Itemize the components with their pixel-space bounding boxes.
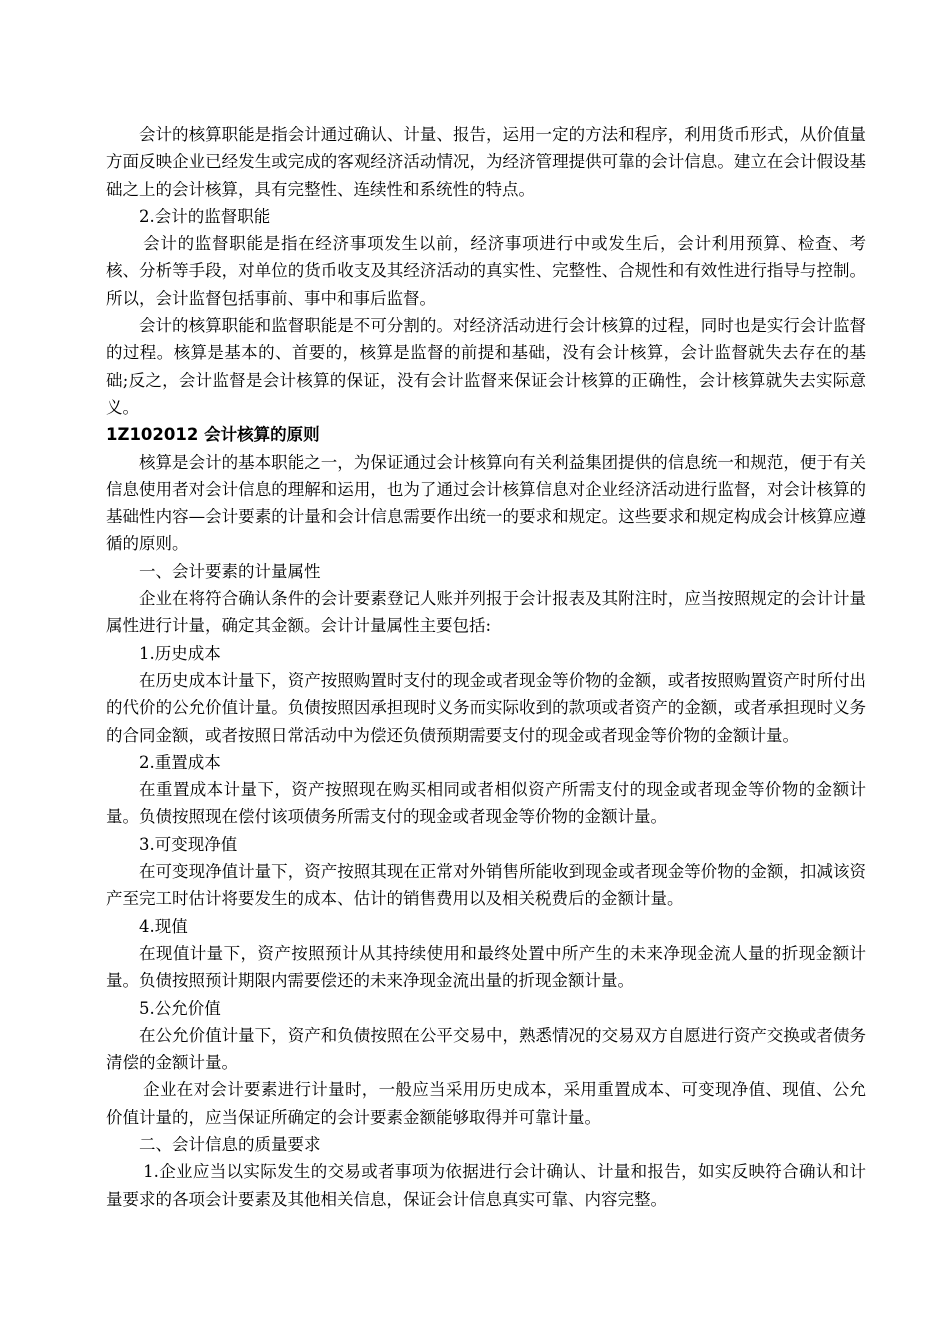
- paragraph-principles-intro: 核算是会计的基本职能之一，为保证通过会计核算向有关利益集团提供的信息统一和规范，便于有关信息使用者对会计信息的理解和运用，也为了通过会计核算信息对企业经济活动进行监督，对会计核算的基础性内容—会计要素的计量和会计信息需要作出统一的要求和规定。这些要求和规定构成会计核算应遵循的原则。: [106, 452, 866, 554]
- paragraph-present-value: 在现值计量下，资产按照预计从其持续使用和最终处置中所产生的未来净现金流人量的折现金额计量。负债按照预计期限内需要偿还的未来净现金流出量的折现金额计量。: [106, 943, 866, 991]
- paragraph-measurement-rule: 企业在对会计要素进行计量时，一般应当采用历史成本，采用重置成本、可变现净值、现值、公允价值计量的，应当保证所确定的会计要素金额能够取得并可靠计量。: [106, 1080, 866, 1127]
- section-heading-principles: 1Z102012 会计核算的原则: [106, 425, 320, 445]
- paragraph-historical-cost: 在历史成本计量下，资产按照购置时支付的现金或者现金等价物的金额，或者按照购置资产时所付出的代价的公允价值计量。负债按照因承担现时义务而实际收到的款项或者资产的金额，或者承担现时义务的合同金额，或者按照日常活动中为偿还负债预期需要支付的现金或者现金等价物的金额计量。: [106, 670, 866, 745]
- subheading-present-value: 4.现值: [139, 916, 188, 936]
- paragraph-supervision-definition: 会计的监督职能是指在经济事项发生以前，经济事项进行中或发生后，会计利用预算、检查、考核、分析等手段，对单位的货币收支及其经济活动的真实性、完整性、合规性和有效性进行指导与控制。所以，会计监督包括事前、事中和事后监督。: [106, 234, 866, 308]
- subheading-measurement-attributes: 一、会计要素的计量属性: [139, 561, 321, 581]
- paragraph-measurement-intro: 企业在将符合确认条件的会计要素登记人账并列报于会计报表及其附注时，应当按照规定的会计计量属性进行计量，确定其金额。会计计量属性主要包括:: [106, 589, 866, 636]
- paragraph-accounting-function: 会计的核算职能是指会计通过确认、计量、报告，运用一定的方法和程序，利用货币形式，从价值量方面反映企业已经发生或完成的客观经济活动情况，为经济管理提供可靠的会计信息。建立在会计假设基础之上的会计核算，具有完整性、连续性和系统性的特点。: [106, 125, 866, 199]
- paragraph-net-realizable-value: 在可变现净值计量下，资产按照其现在正常对外销售所能收到现金或者现金等价物的金额，扣减该资产至完工时估计将要发生的成本、估计的销售费用以及相关税费后的金额计量。: [106, 862, 866, 909]
- paragraph-quality-reliability: 1.企业应当以实际发生的交易或者事项为依据进行会计确认、计量和报告，如实反映符合确认和计量要求的各项会计要素及其他相关信息，保证会计信息真实可靠、内容完整。: [106, 1162, 866, 1209]
- paragraph-core-relationship: 会计的核算职能和监督职能是不可分割的。对经济活动进行会计核算的过程，同时也是实行会计监督的过程。核算是基本的、首要的，核算是监督的前提和基础，没有会计核算，会计监督就失去存在的基础;反之，会计监督是会计核算的保证，没有会计监督来保证会计核算的正确性，会计核算就失去实际意义。: [106, 316, 866, 417]
- document-page: [106, 121, 866, 1213]
- subheading-supervision-function: 2.会计的监督职能: [139, 206, 271, 226]
- subheading-net-realizable-value: 3.可变现净值: [139, 834, 238, 854]
- paragraph-replacement-cost: 在重置成本计量下，资产按照现在购买相同或者相似资产所需支付的现金或者现金等价物的金额计量。负债按照现在偿付该项债务所需支付的现金或者现金等价物的金额计量。: [106, 780, 866, 827]
- subheading-quality-requirements: 二、会计信息的质量要求: [139, 1134, 321, 1154]
- subheading-replacement-cost: 2.重置成本: [139, 752, 221, 772]
- paragraph-fair-value: 在公允价值计量下，资产和负债按照在公平交易中，熟悉情况的交易双方自愿进行资产交换或者债务清偿的金额计量。: [106, 1025, 866, 1073]
- subheading-historical-cost: 1.历史成本: [139, 643, 221, 663]
- subheading-fair-value: 5.公允价值: [139, 998, 221, 1018]
